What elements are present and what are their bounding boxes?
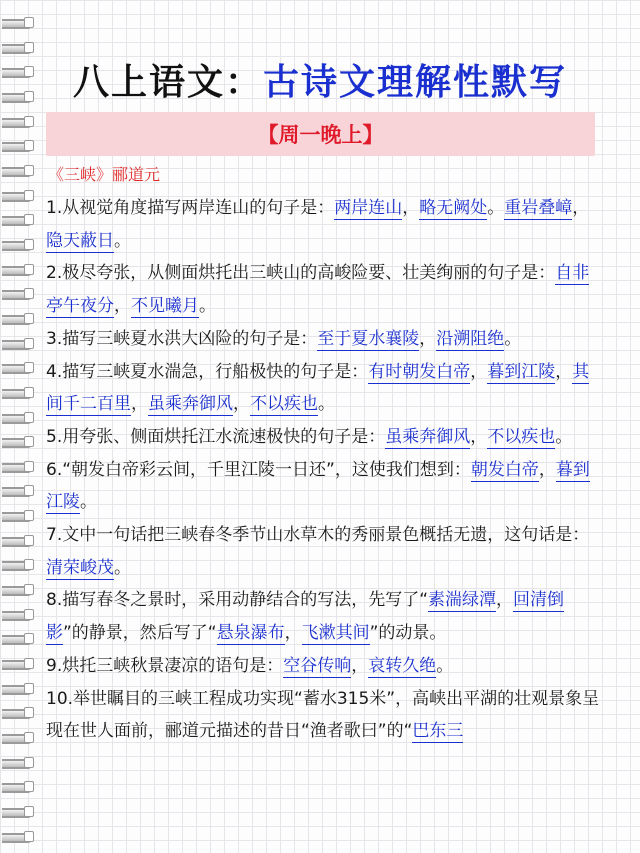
answer-text: 其间千二百里	[46, 361, 590, 415]
text-source: 《三峡》郦道元	[48, 165, 161, 184]
question-item	[46, 257, 604, 322]
session-banner: 【周一晚上】	[46, 112, 595, 156]
question-text: ，	[284, 623, 302, 644]
question-item	[46, 519, 604, 584]
binding-ring-icon	[0, 211, 38, 227]
question-text: ，	[351, 655, 369, 676]
title-main: 古诗文理解性默写	[263, 62, 568, 103]
answer-text: 沿溯阻绝	[436, 328, 505, 349]
answer-text: 巴东三	[412, 721, 464, 742]
question-text: ，	[572, 198, 590, 218]
answer-text: 略无阙处	[419, 198, 488, 218]
answer-text: 空谷传响	[283, 655, 352, 676]
question-text: 。	[114, 557, 131, 578]
binding-ring-icon	[0, 532, 38, 548]
binding-ring-icon	[0, 162, 38, 178]
question-text: 7.文中一句话把三峡春冬季节山水草木的秀丽景色概括无遗，这句话是：	[46, 525, 590, 546]
binding-ring-icon	[0, 630, 38, 646]
answer-text: 清荣峻茂	[46, 557, 114, 578]
question-text: ”的动景。	[369, 623, 447, 644]
binding-ring-icon	[0, 88, 38, 104]
binding-ring-icon	[0, 137, 38, 153]
spiral-binding	[0, 14, 40, 844]
question-text: ，	[233, 394, 250, 415]
answer-text: 虽乘奔御风	[148, 394, 233, 415]
question-item	[46, 584, 604, 649]
answer-text: 有时朝发白帝	[368, 361, 471, 382]
question-text: 。	[318, 394, 335, 415]
question-item	[46, 421, 604, 454]
binding-ring-icon	[0, 754, 38, 770]
binding-ring-icon	[0, 285, 38, 301]
question-item	[46, 356, 604, 421]
binding-ring-icon	[0, 778, 38, 794]
answer-text: 暮到江陵	[487, 361, 556, 382]
binding-ring-icon	[0, 335, 38, 351]
question-text: 9.烘托三峡秋景凄凉的语句是：	[46, 655, 284, 676]
binding-ring-icon	[0, 458, 38, 474]
binding-ring-icon	[0, 433, 38, 449]
answer-text: 隐天蔽日	[46, 230, 114, 251]
binding-ring-icon	[0, 655, 38, 671]
binding-ring-icon	[0, 310, 38, 326]
question-text: 。	[114, 230, 131, 251]
binding-ring-icon	[0, 729, 38, 745]
page-title	[40, 54, 600, 105]
answer-text: 虽乘奔御风	[385, 426, 471, 447]
binding-ring-icon	[0, 704, 38, 720]
question-text: ，	[555, 361, 573, 382]
answer-text: 朝发白帝	[470, 459, 539, 480]
question-text: ，	[470, 426, 488, 447]
question-text: ，	[470, 361, 488, 382]
answer-text: 飞漱其间	[301, 623, 370, 644]
answer-text: 不以疾也	[250, 394, 318, 415]
binding-ring-icon	[0, 828, 38, 844]
answer-text: 不以疾也	[487, 426, 556, 447]
question-text: 。	[487, 198, 505, 218]
binding-ring-icon	[0, 482, 38, 498]
question-text: 3.描写三峡夏水洪大凶险的句子是：	[46, 328, 318, 349]
question-text: 8.描写春冬之景时，采用动静结合的写法，先写了“	[46, 590, 429, 611]
answer-text: 回清倒影	[46, 590, 565, 644]
answer-text: 素湍绿潭	[428, 590, 497, 611]
answer-text: 不见曦月	[131, 296, 199, 317]
binding-ring-icon	[0, 236, 38, 252]
binding-ring-icon	[0, 581, 38, 597]
question-text: 6.“朝发白帝彩云间，千里江陵一日还”，这使我们想到：	[46, 459, 471, 480]
question-list	[46, 192, 604, 748]
answer-text: 悬泉瀑布	[216, 623, 285, 644]
binding-ring-icon	[0, 63, 38, 79]
binding-ring-icon	[0, 113, 38, 129]
answer-text: 至于夏水襄陵	[317, 328, 420, 349]
binding-ring-icon	[0, 14, 38, 30]
binding-ring-icon	[0, 384, 38, 400]
question-text: 。	[80, 492, 97, 513]
question-item	[46, 192, 604, 257]
question-item	[46, 454, 604, 519]
question-text: 4.描写三峡夏水湍急，行船极快的句子是：	[46, 361, 369, 382]
question-text: 。	[436, 655, 454, 676]
question-text: ”的静景，然后写了“	[63, 623, 217, 644]
answer-text: 两岸连山	[334, 198, 403, 218]
binding-ring-icon	[0, 803, 38, 819]
answer-text: 重岩叠嶂	[504, 198, 573, 218]
question-item	[46, 650, 604, 683]
question-text: ，	[402, 198, 420, 218]
binding-ring-icon	[0, 39, 38, 55]
binding-ring-icon	[0, 556, 38, 572]
title-prefix: 八上语文：	[72, 62, 263, 103]
question-text: ，	[419, 328, 437, 349]
answer-text: 自非亭午夜分	[46, 263, 590, 317]
question-text: 1.从视觉角度描写两岸连山的句子是：	[46, 198, 335, 218]
binding-ring-icon	[0, 359, 38, 375]
question-text: 。	[504, 328, 522, 349]
question-text: 。	[199, 296, 216, 317]
answer-text: 暮到江陵	[46, 459, 590, 513]
binding-ring-icon	[0, 409, 38, 425]
question-item	[46, 323, 604, 356]
question-text: ，	[114, 296, 131, 317]
question-text: ，	[538, 459, 556, 480]
binding-ring-icon	[0, 507, 38, 523]
question-item	[46, 683, 604, 748]
question-text: 10.举世瞩目的三峡工程成功实现“蓄水315米”，高峡出平湖的壮观景象呈现在世人面前，郦道元描述的昔日“渔者歌曰”的“	[46, 688, 600, 742]
question-text: 。	[555, 426, 573, 447]
question-text: 2.极尽夸张，从侧面烘托出三峡山的高峻险要、壮美绚丽的句子是：	[46, 263, 556, 284]
binding-ring-icon	[0, 187, 38, 203]
binding-ring-icon	[0, 680, 38, 696]
question-text: 5.用夸张、侧面烘托江水流速极快的句子是：	[46, 426, 386, 447]
binding-ring-icon	[0, 606, 38, 622]
answer-text: 哀转久绝	[368, 655, 437, 676]
binding-ring-icon	[0, 261, 38, 277]
question-text: ，	[496, 590, 514, 611]
question-text: ，	[131, 394, 148, 415]
